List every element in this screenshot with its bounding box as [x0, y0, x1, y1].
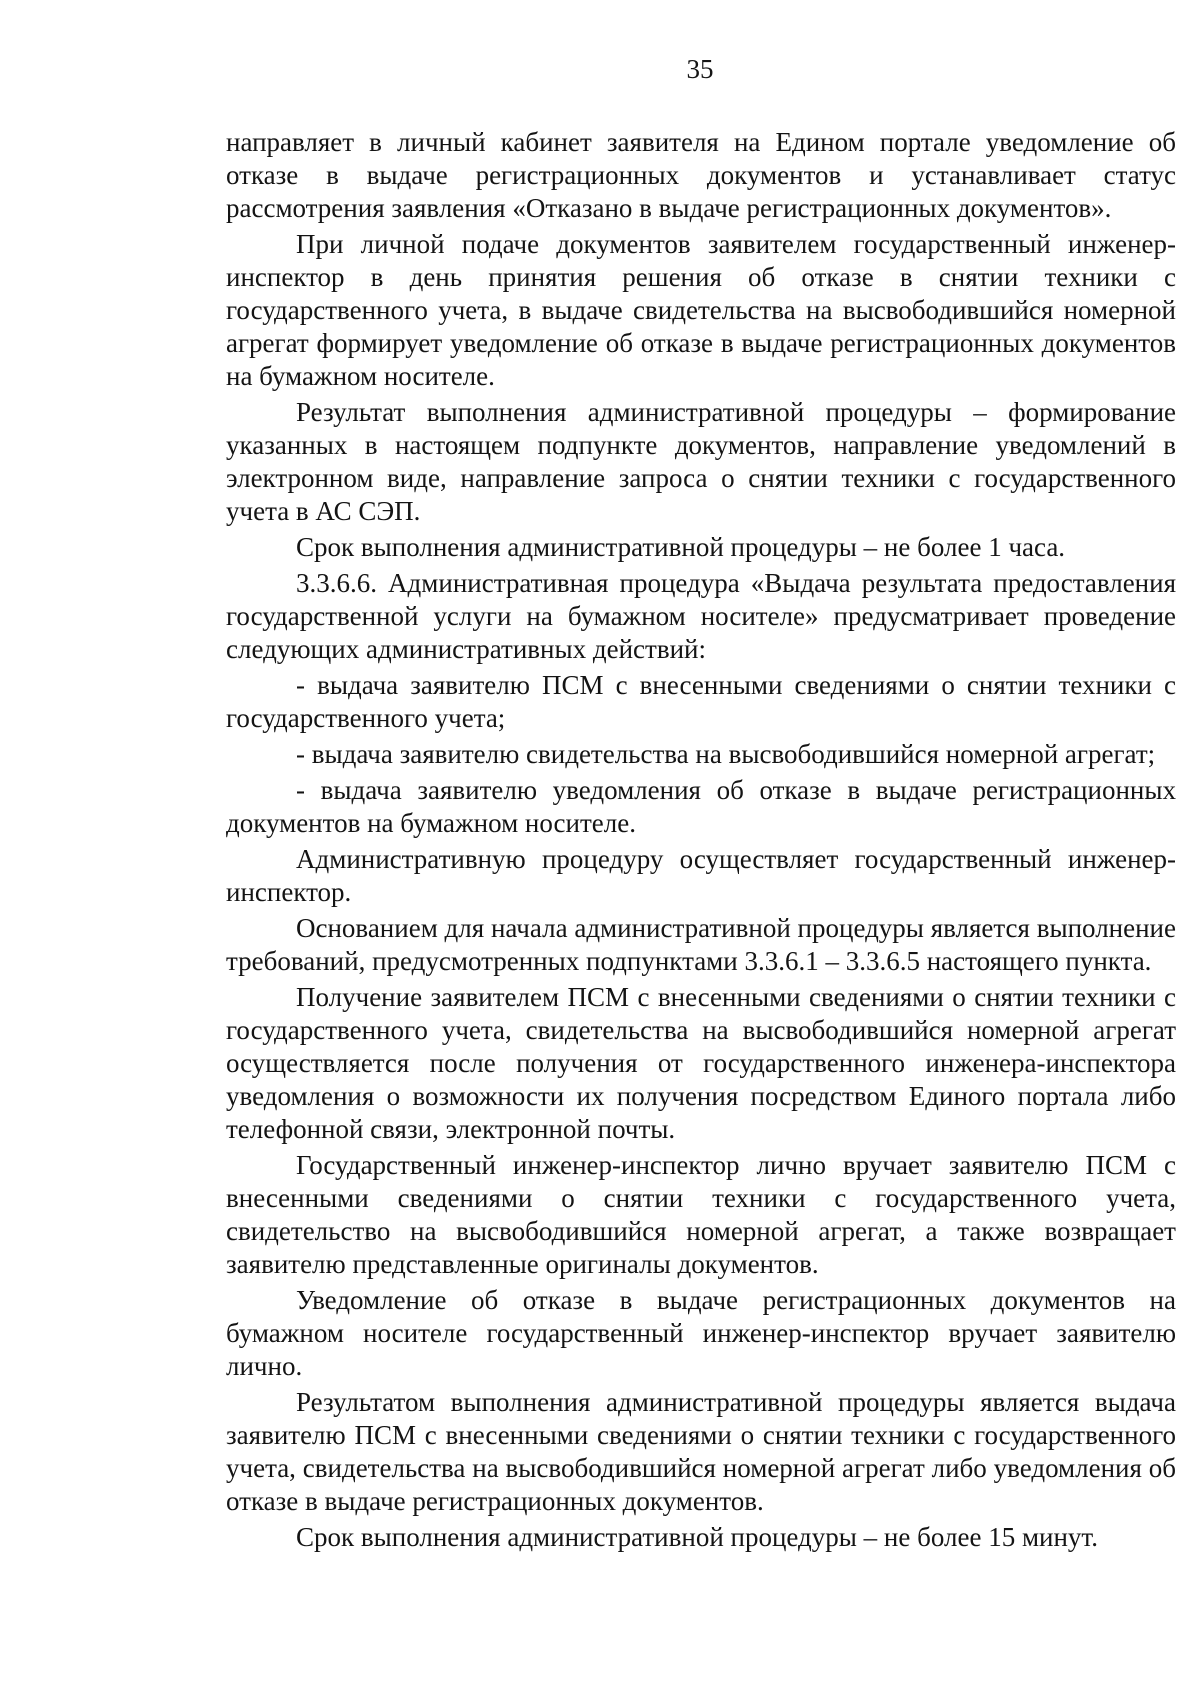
- paragraph: Срок выполнения административной процедуры – не более 15 минут.: [296, 1522, 1098, 1552]
- paragraph-subsection-heading: 3.3.6.6. Административная процедура «Выдача результата предоставления государственной услуги на бумажном носителе» предусматривает проведение следующих административных действий:: [226, 568, 1176, 664]
- paragraph: Срок выполнения административной процедуры – не более 1 часа.: [296, 532, 1066, 562]
- document-body: [226, 126, 1176, 1554]
- list-item: - выдача заявителю уведомления об отказе в выдаче регистрационных документов на бумажном носителе.: [226, 775, 1176, 838]
- paragraph: Государственный инженер-инспектор лично вручает заявителю ПСМ с внесенными сведениями о снятии техники с государственного учета, свидетельство на высвободившийся номерной агрегат, а также возвращает заявителю представленные оригиналы документов.: [226, 1150, 1176, 1279]
- paragraph: Уведомление об отказе в выдаче регистрационных документов на бумажном носителе государственный инженер-инспектор вручает заявителю лично.: [226, 1285, 1176, 1381]
- paragraph: Основанием для начала административной процедуры является выполнение требований, предусмотренных подпунктами 3.3.6.1 – 3.3.6.5 настоящего пункта.: [226, 913, 1176, 976]
- paragraph: При личной подаче документов заявителем государственный инженер-инспектор в день принятия решения об отказе в снятии техники с государственного учета, в выдаче свидетельства на высвободившийся номерной агрегат формирует уведомление об отказе в выдаче регистрационных документов на бумажном носителе.: [226, 229, 1176, 391]
- page-number: 35: [686, 54, 714, 84]
- list-item: - выдача заявителю свидетельства на высвободившийся номерной агрегат;: [296, 739, 1156, 769]
- list-item: - выдача заявителю ПСМ с внесенными сведениями о снятии техники с государственного учета;: [226, 670, 1176, 733]
- paragraph: Результатом выполнения административной процедуры является выдача заявителю ПСМ с внесенными сведениями о снятии техники с государственного учета, свидетельства на высвободившийся номерной агрегат либо уведомления об отказе в выдаче регистрационных документов.: [226, 1387, 1176, 1516]
- paragraph: Административную процедуру осуществляет государственный инженер-инспектор.: [226, 844, 1176, 907]
- paragraph: Результат выполнения административной процедуры – формирование указанных в настоящем подпункте документов, направление уведомлений в электронном виде, направление запроса о снятии техники с государственного учета в АС СЭП.: [226, 397, 1176, 526]
- paragraph: Получение заявителем ПСМ с внесенными сведениями о снятии техники с государственного учета, свидетельства на высвободившийся номерной агрегат осуществляется после получения от государственного инженера-инспектора уведомления о возможности их получения посредством Единого портала либо телефонной связи, электронной почты.: [226, 982, 1176, 1144]
- paragraph-continuation: направляет в личный кабинет заявителя на Едином портале уведомление об отказе в выдаче регистрационных документов и устанавливает статус рассмотрения заявления «Отказано в выдаче регистрационных документов».: [226, 127, 1176, 223]
